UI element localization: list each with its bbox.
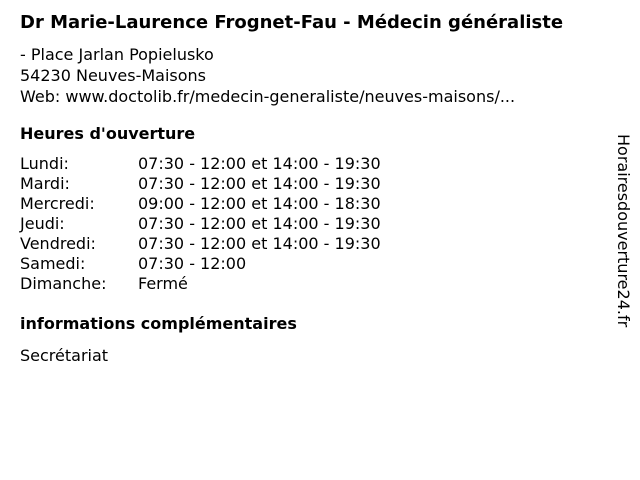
day-label: Jeudi: (20, 214, 65, 233)
day-label: Dimanche: (20, 274, 107, 293)
hours-row-monday (20, 154, 381, 174)
site-watermark: Horairesdouverture24.fr (614, 134, 633, 328)
day-label: Mardi: (20, 174, 70, 193)
hours-row-friday (20, 234, 381, 254)
time-value: 07:30 - 12:00 et 14:00 - 19:30 (138, 234, 381, 253)
website-link[interactable]: Web: www.doctolib.fr/medecin-generaliste/neuves-maisons/... (20, 87, 516, 106)
hours-row-tuesday (20, 174, 381, 194)
day-label: Vendredi: (20, 234, 96, 253)
day-label: Lundi: (20, 154, 69, 173)
additional-info-heading: informations complémentaires (20, 314, 297, 333)
street-address: - Place Jarlan Popielusko (20, 45, 214, 64)
city-address: 54230 Neuves-Maisons (20, 66, 207, 85)
opening-hours-table (20, 154, 381, 294)
time-value: 07:30 - 12:00 et 14:00 - 19:30 (138, 174, 381, 193)
time-value: 07:30 - 12:00 et 14:00 - 19:30 (138, 214, 381, 233)
time-value: Fermé (138, 274, 188, 293)
additional-info-text: Secrétariat (20, 346, 109, 365)
time-value: 09:00 - 12:00 et 14:00 - 18:30 (138, 194, 381, 213)
hours-row-wednesday (20, 194, 381, 214)
day-label: Samedi: (20, 254, 86, 273)
opening-hours-heading: Heures d'ouverture (20, 124, 196, 143)
hours-row-sunday (20, 274, 381, 294)
address-block (20, 44, 515, 107)
hours-row-thursday (20, 214, 381, 234)
time-value: 07:30 - 12:00 (138, 254, 247, 273)
hours-row-saturday (20, 254, 381, 274)
page-title: Dr Marie-Laurence Frognet-Fau - Médecin généraliste (20, 12, 564, 33)
time-value: 07:30 - 12:00 et 14:00 - 19:30 (138, 154, 381, 173)
day-label: Mercredi: (20, 194, 95, 213)
